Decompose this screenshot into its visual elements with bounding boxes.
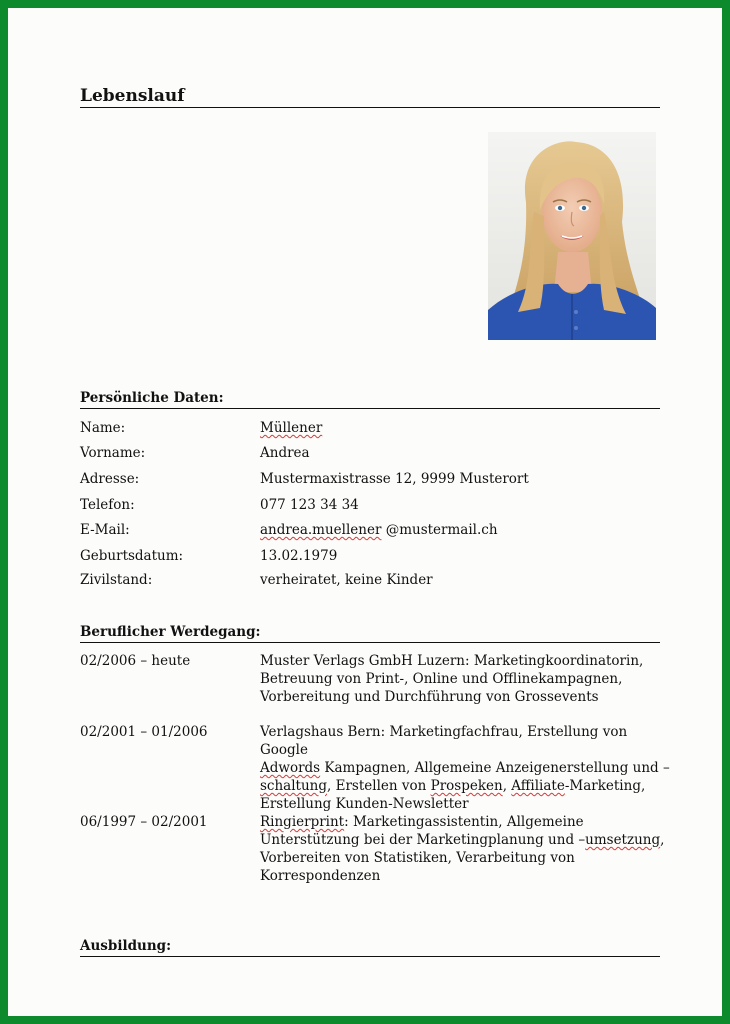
- spellcheck-word: schaltung: [260, 778, 328, 794]
- spellcheck-word: Adwords: [260, 760, 321, 776]
- portrait-illustration: [488, 132, 656, 340]
- text-fragment: ,: [660, 832, 665, 848]
- row-label: Vorname:: [80, 445, 146, 461]
- description-line: Verlagshaus Bern: Marketingfachfrau, Erstellung von Google: [260, 724, 628, 758]
- cv-page: [8, 8, 722, 1016]
- row-label: E-Mail:: [80, 522, 130, 538]
- text-fragment: -Marketing,: [564, 778, 646, 794]
- email-user: andrea.muellener: [260, 522, 382, 538]
- section-heading-personal: Persönliche Daten:: [80, 390, 660, 409]
- profile-photo: [488, 132, 656, 340]
- career-date: 06/1997 – 02/2001: [80, 814, 208, 830]
- email-domain: @mustermail.ch: [381, 522, 498, 538]
- career-description: [260, 813, 670, 885]
- section-heading-career: Beruflicher Werdegang:: [80, 624, 660, 643]
- row-value-email: [260, 522, 660, 540]
- career-date: 02/2001 – 01/2006: [80, 724, 208, 740]
- text-fragment: , Erstellen von: [327, 778, 431, 794]
- row-label: Zivilstand:: [80, 572, 153, 588]
- document-title: Lebenslauf: [80, 86, 660, 108]
- row-value: verheiratet, keine Kinder: [260, 572, 433, 588]
- description-line: Erstellung Kunden-Newsletter: [260, 796, 469, 812]
- description-line: [260, 831, 670, 849]
- description-line: Vorbereitung und Durchführung von Grossevents: [260, 689, 599, 705]
- description-line: Muster Verlags GmbH Luzern: Marketingkoordinatorin,: [260, 653, 644, 669]
- career-description: [260, 723, 670, 813]
- description-line: [260, 813, 670, 831]
- description-line: Korrespondenzen: [260, 868, 381, 884]
- row-value: Müllener: [260, 420, 323, 436]
- description-line: [260, 777, 670, 795]
- spellcheck-word: Prospeken: [430, 778, 503, 794]
- row-value: Andrea: [260, 445, 310, 461]
- spellcheck-word: umsetzung: [585, 832, 661, 848]
- description-line: [260, 759, 670, 777]
- section-heading-education: Ausbildung:: [80, 938, 660, 957]
- text-fragment: Kampagnen, Allgemeine Anzeigenerstellung und –: [320, 760, 670, 776]
- description-line: Vorbereiten von Statistiken, Verarbeitung von: [260, 850, 575, 866]
- row-label: Telefon:: [80, 497, 135, 513]
- career-date: 02/2006 – heute: [80, 653, 191, 669]
- text-fragment: ,: [502, 778, 512, 794]
- row-label: Name:: [80, 420, 126, 436]
- row-label: Geburtsdatum:: [80, 548, 184, 564]
- row-value: 13.02.1979: [260, 548, 338, 564]
- description-line: Betreuung von Print-, Online und Offlinekampagnen,: [260, 671, 623, 687]
- spellcheck-word: Ringierprint: [260, 814, 345, 830]
- text-fragment: Unterstützung bei der Marketingplanung und –: [260, 832, 586, 848]
- career-description: [260, 652, 670, 706]
- row-value: Mustermaxistrasse 12, 9999 Musterort: [260, 471, 529, 487]
- spellcheck-word: Affiliate: [511, 778, 565, 794]
- text-fragment: : Marketingassistentin, Allgemeine: [344, 814, 584, 830]
- row-label: Adresse:: [80, 471, 140, 487]
- row-value: 077 123 34 34: [260, 497, 359, 513]
